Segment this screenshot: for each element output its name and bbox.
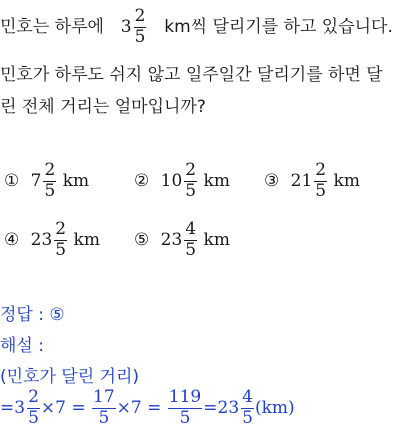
explanation-subject: (민호가 달린 거리) [0, 367, 140, 387]
fraction: $\frac{4}{5}$ [242, 387, 253, 428]
question-line-1 [0, 8, 393, 47]
option-5[interactable]: ⑤ 23 $\frac{4}{5}$ km [134, 219, 230, 260]
question-text: 민호는 하루에 [0, 16, 104, 37]
explanation-equation: =3 $\frac{2}{5}$ ×7 = $\frac{17}{5}$ ×7 = $\frac{119}{5}$ =23 $\frac{4}{5}$ (km) [0, 387, 295, 428]
question-line-2: 민호가 하루도 쉬지 않고 일주일간 달리기를 하면 달 [0, 65, 383, 85]
option-4[interactable]: ④ 23 $\frac{2}{5}$ km [4, 219, 100, 260]
fraction: $\frac{2}{5}$ [134, 6, 146, 47]
fraction: $\frac{2}{5}$ [28, 387, 39, 428]
fraction: $\frac{119}{5}$ [168, 387, 202, 428]
option-1[interactable]: ① 7 $\frac{2}{5}$ km [4, 160, 90, 201]
question-text: km씩 달리기를 하고 있습니다. [164, 16, 393, 37]
option-2[interactable]: ② 10 $\frac{2}{5}$ km [134, 160, 230, 201]
explanation-label: 해설 : [0, 336, 44, 356]
fraction: $\frac{17}{5}$ [93, 387, 115, 428]
mixed-whole: 3 [120, 16, 132, 37]
option-3[interactable]: ③ 21 $\frac{2}{5}$ km [264, 160, 360, 201]
question-line-3: 린 전체 거리는 얼마입니까? [0, 97, 206, 117]
answer-label: 정답 : ⑤ [0, 305, 65, 325]
